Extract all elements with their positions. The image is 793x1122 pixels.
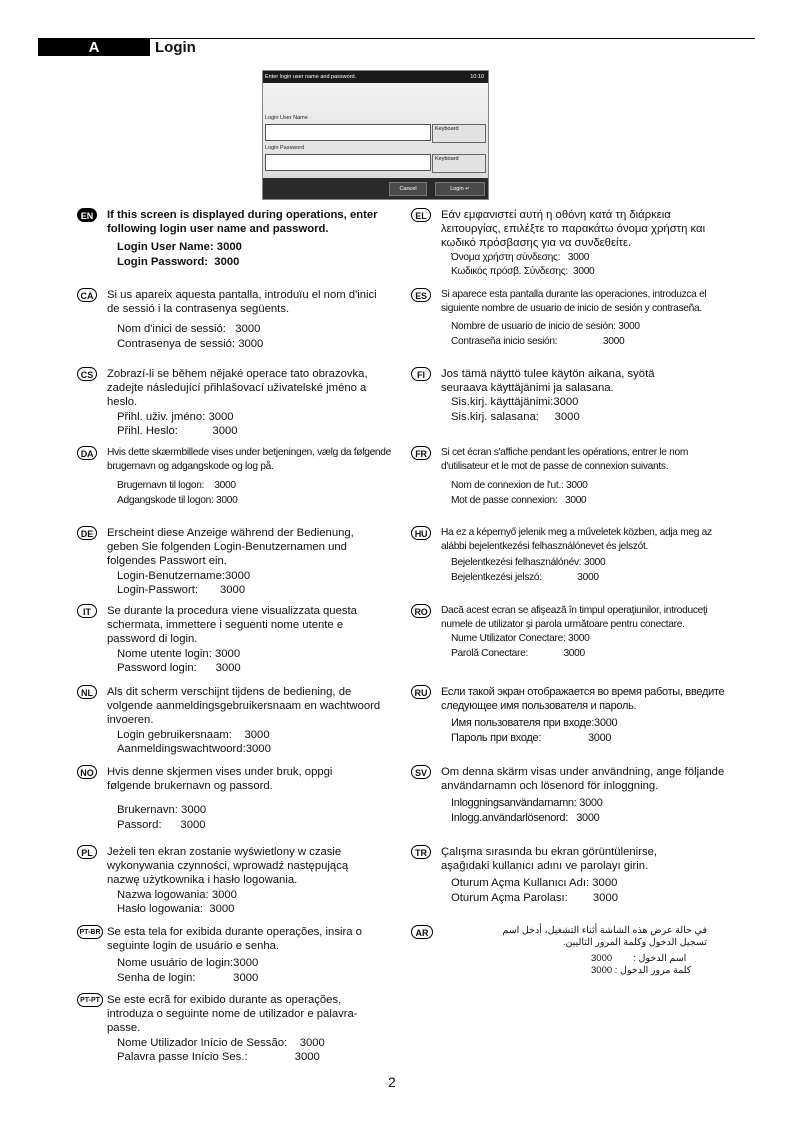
entry-ca-user: Nom d'inici de sessió: 3000	[117, 323, 261, 336]
screen-title: Enter login user name and password.	[265, 74, 357, 80]
entry-de-pass: Login-Passwort: 3000	[117, 583, 246, 596]
screen-pass-label: Login Password	[265, 145, 305, 151]
lang-badge-ru: RU	[411, 685, 431, 699]
entry-es-user: Nombre de usuario de inicio de sesión: 3000	[451, 321, 640, 333]
lang-badge-no: NO	[77, 765, 97, 779]
entry-fi-pass: Sis.kirj. salasana: 3000	[451, 410, 580, 423]
screen-user-label: Login User Name	[265, 115, 308, 121]
entry-ro-user: Nume Utilizator Conectare: 3000	[451, 633, 590, 645]
entry-pl-desc: Jeżeli ten ekran zostanie wyświetlony w czasie wykonywania czynności, wprowadź następującą nazwę użytkownika i hasło logowania.	[107, 846, 349, 887]
entry-ca-pass: Contrasenya de sessió: 3000	[117, 337, 264, 350]
entry-no-pass: Passord: 3000	[117, 818, 206, 831]
lang-badge-el: EL	[411, 208, 431, 222]
entry-sv-user: Inloggningsanvändarnamn: 3000	[451, 797, 603, 810]
screen-keyboard-button-2: Keyboard	[432, 154, 486, 173]
entry-no-desc: Hvis denne skjermen vises under bruk, oppgi følgende brukernavn og passord.	[107, 766, 333, 793]
entry-tr-pass: Oturum Açma Parolası: 3000	[451, 891, 619, 904]
lang-badge-en: EN	[77, 208, 97, 222]
entry-fr-desc: Si cet écran s'affiche pendant les opérations, entrer le nom d'utilisateur et le mot de passe de connexion suivants.	[441, 447, 689, 473]
lang-badge-da: DA	[77, 446, 97, 460]
screen-user-field	[265, 124, 431, 141]
entry-ro-pass: Parolă Conectare: 3000	[451, 647, 585, 659]
entry-ptpt-user: Nome Utilizador Início de Sessão: 3000	[117, 1036, 325, 1049]
screen-title-bar	[263, 71, 488, 83]
entry-de-user: Login-Benutzername:3000	[117, 569, 251, 582]
entry-ptpt-pass: Palavra passe Início Ses.: 3000	[117, 1050, 320, 1063]
entry-it-pass: Password login: 3000	[117, 661, 241, 674]
entry-hu-user: Bejelentkezési felhasználónév: 3000	[451, 557, 606, 569]
screen-login-label: Login	[450, 186, 464, 192]
entry-no-user: Brukernavn: 3000	[117, 804, 207, 817]
lang-badge-ar: AR	[411, 925, 433, 939]
lang-badge-de: DE	[77, 526, 97, 540]
lang-badge-fi: FI	[411, 367, 431, 381]
lang-badge-cs: CS	[77, 367, 97, 381]
entry-en-user: Login User Name: 3000	[117, 241, 242, 254]
entry-en-pass: Login Password: 3000	[117, 255, 240, 268]
entry-da-pass: Adgangskode til logon: 3000	[117, 494, 238, 506]
entry-cs-desc: Zobrazí-li se během nějaké operace tato obrazovka, zadejte následující přihlašovací uživatelské jméno a heslo.	[107, 368, 368, 409]
entry-fi-desc: Jos tämä näyttö tulee käytön aikana, syötä seuraava käyttäjänimi ja salasana.	[441, 368, 655, 395]
entry-pl-pass: Hasło logowania: 3000	[117, 902, 235, 915]
lang-badge-pl: PL	[77, 845, 97, 859]
entry-ptpt-desc: Se este ecrã for exibido durante as operações, introduza o seguinte nome de utilizador e palavra-passe.	[107, 994, 358, 1035]
lang-badge-ca: CA	[77, 288, 97, 302]
entry-cs-pass: Přihl. Heslo: 3000	[117, 424, 238, 437]
entry-it-user: Nome utente login: 3000	[117, 647, 241, 660]
entry-nl-user: Login gebruikersnaam: 3000	[117, 728, 270, 741]
entry-tr-user: Oturum Açma Kullanıcı Adı: 3000	[451, 877, 618, 890]
entry-ar-user: اسم الدخول : 3000	[591, 953, 687, 964]
screen-pass-field	[265, 154, 431, 171]
entry-sv-pass: Inlogg.användarlösenord: 3000	[451, 811, 600, 824]
entry-es-desc: Si aparece esta pantalla durante las operaciones, introduzca el siguiente nombre de usuario de inicio de sesión y contraseña.	[441, 289, 707, 315]
entry-en-desc: If this screen is displayed during operations, enter following login user name and password.	[107, 209, 378, 236]
entry-ru-pass: Пароль при входе: 3000	[451, 731, 612, 744]
lang-badge-ptpt: PT-PT	[77, 993, 103, 1007]
screen-login-button	[435, 182, 485, 196]
section-tab: A	[38, 39, 150, 56]
entry-pl-user: Nazwa logowania: 3000	[117, 888, 237, 901]
entry-ptbr-desc: Se esta tela for exibida durante operações, insira o seguinte login de usuário e senha.	[107, 926, 362, 953]
entry-da-desc: Hvis dette skærmbillede vises under betjeningen, vælg da følgende brugernavn og adgangskode og log på.	[107, 447, 392, 473]
entry-sv-desc: Om denna skärm visas under användning, ange följande användarnamn och lösenord för inloggning.	[441, 766, 725, 793]
entry-tr-desc: Çalışma sırasında bu ekran görüntülenirse, aşağıdaki kullanıcı adını ve parolayı girin.	[441, 846, 658, 873]
entry-el-pass: Κωδικός πρόσβ. Σύνδεσης: 3000	[451, 265, 595, 277]
lang-badge-nl: NL	[77, 685, 97, 699]
entry-de-desc: Erscheint diese Anzeige während der Bedienung, geben Sie folgenden Login-Benutzernamen und folgendes Passwort ein.	[107, 527, 354, 568]
entry-nl-desc: Als dit scherm verschijnt tijdens de bediening, de volgende aanmeldingsgebruikersnaam en wachtwoord invoeren.	[107, 686, 381, 727]
entry-fr-pass: Mot de passe connexion: 3000	[451, 494, 587, 506]
section-title: Login	[155, 39, 196, 56]
lang-badge-ro: RO	[411, 604, 431, 618]
entry-cs-user: Přihl. uživ. jméno: 3000	[117, 410, 234, 423]
screen-footer	[263, 178, 488, 199]
lang-badge-es: ES	[411, 288, 431, 302]
screen-cancel-button: Cancel	[389, 182, 427, 196]
entry-ar-pass: كلمة مرور الدخول : 3000	[591, 965, 692, 976]
entry-ru-user: Имя пользователя при входе:3000	[451, 717, 618, 730]
entry-ar-desc: في حالة عرض هذه الشاشة أثناء التشغيل، أدخل اسم تسجيل الدخول وكلمة المرور التاليين.	[502, 925, 707, 948]
lang-badge-sv: SV	[411, 765, 431, 779]
screen-keyboard-button-1: Keyboard	[432, 124, 486, 143]
entry-ca-desc: Si us apareix aquesta pantalla, introduïu el nom d'inici de sessió i la contrasenya següents.	[107, 289, 377, 316]
login-screen-image	[262, 70, 489, 200]
entry-ptbr-pass: Senha de login: 3000	[117, 971, 259, 984]
entry-ru-desc: Если такой экран отображается во время работы, введите следующее имя пользователя и пароль.	[441, 686, 725, 713]
entry-ptbr-user: Nome usuário de login:3000	[117, 957, 259, 970]
screen-clock: 10:10	[470, 74, 484, 80]
entry-ro-desc: Dacă acest ecran se afişează în timpul operaţiunilor, introduceţi numele de utilizator şi parola următoare pentru conectare.	[441, 605, 708, 631]
entry-nl-pass: Aanmeldingswachtwoord:3000	[117, 742, 271, 755]
lang-badge-ptbr: PT-BR	[77, 925, 103, 939]
entry-fi-user: Sis.kirj. käyttäjänimi:3000	[451, 396, 579, 409]
entry-el-user: Όνομα χρήστη σύνδεσης: 3000	[451, 251, 590, 263]
page-number: 2	[388, 1074, 396, 1090]
lang-badge-fr: FR	[411, 446, 431, 460]
screen-body	[263, 83, 488, 178]
entry-fr-user: Nom de connexion de l'ut.: 3000	[451, 480, 588, 492]
entry-es-pass: Contraseña inicio sesión: 3000	[451, 335, 625, 347]
entry-da-user: Brugernavn til logon: 3000	[117, 480, 236, 492]
entry-hu-pass: Bejelentkezési jelszó: 3000	[451, 571, 599, 583]
entry-it-desc: Se durante la procedura viene visualizzata questa schermata, immettere i seguenti nome utente e password di login.	[107, 605, 357, 646]
entry-hu-desc: Ha ez a képernyő jelenik meg a műveletek közben, adja meg az alábbi bejelentkezési felhasználónevet és jelszót.	[441, 527, 712, 553]
lang-badge-hu: HU	[411, 526, 431, 540]
lang-badge-tr: TR	[411, 845, 431, 859]
entry-el-desc: Εάν εμφανιστεί αυτή η οθόνη κατά τη διάρκεια λειτουργίας, επιλέξτε το παρακάτω όνομα χρήστη και κωδικό πρόσβασης για να συνδεθείτε.	[441, 209, 706, 250]
enter-arrow-icon: ↵	[465, 186, 470, 192]
lang-badge-it: IT	[77, 604, 97, 618]
